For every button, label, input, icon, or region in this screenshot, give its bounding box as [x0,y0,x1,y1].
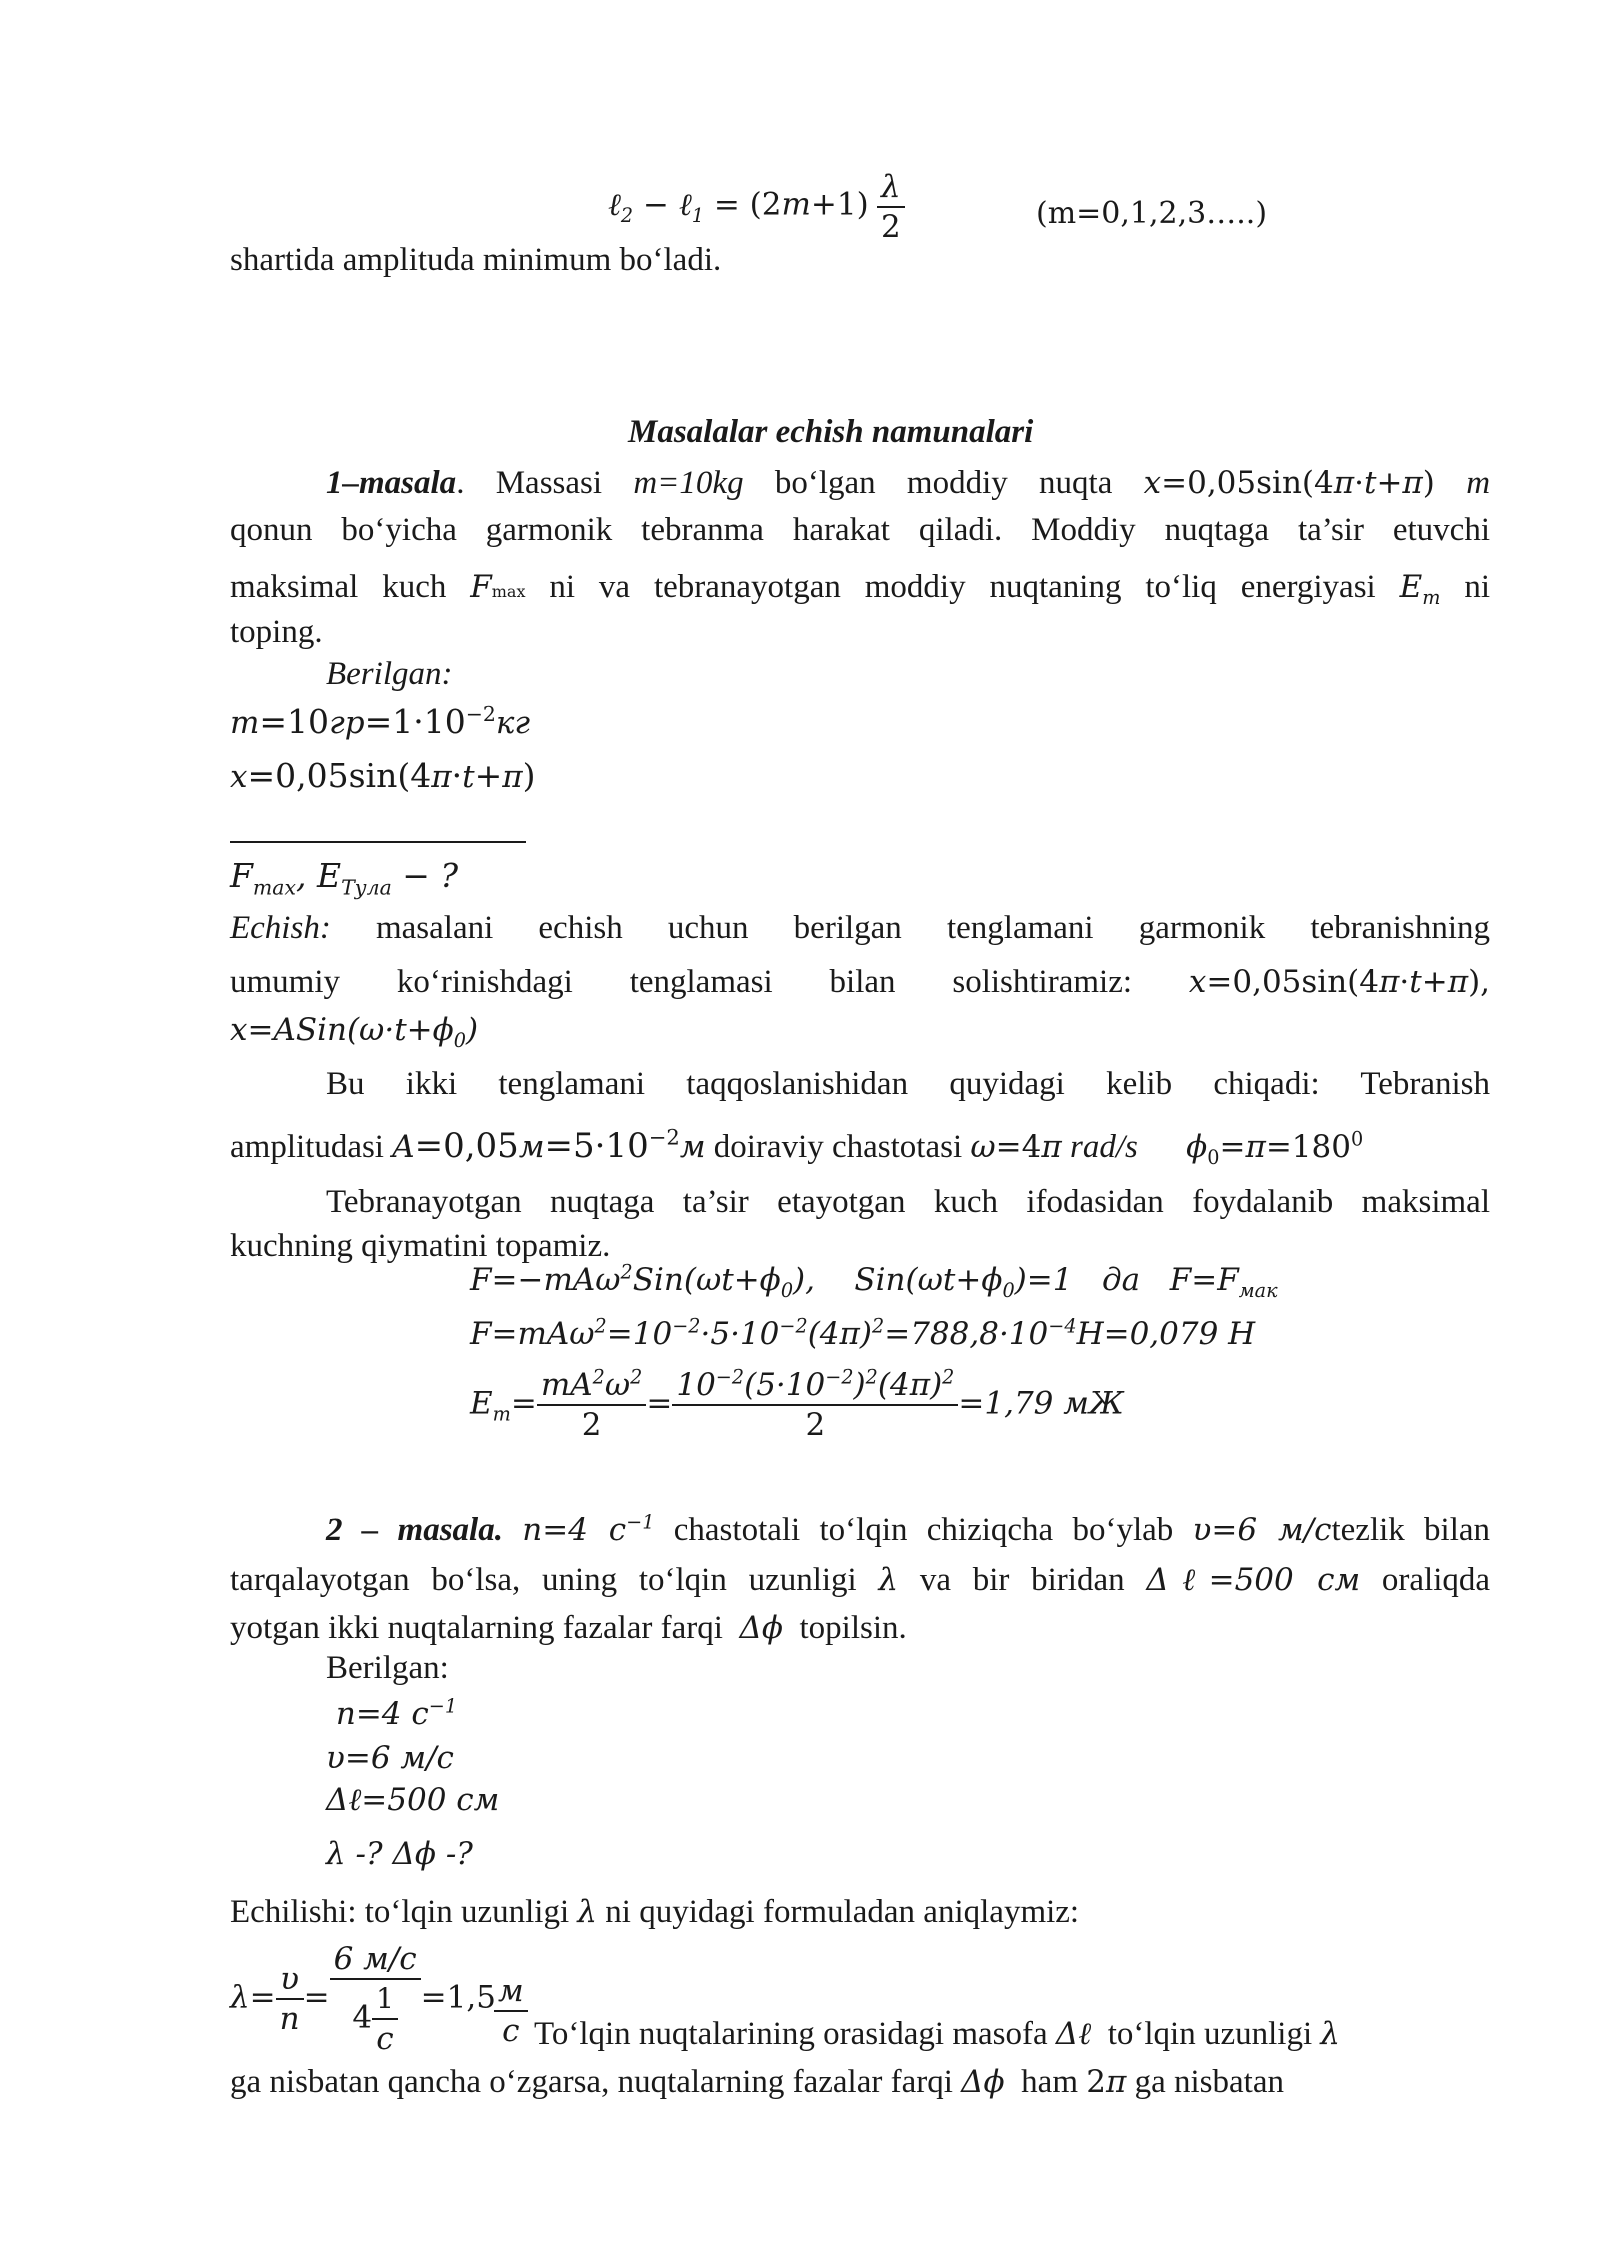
problem1-equation: x=0,05sin(4π·t+π) [1143,465,1435,501]
problem1-line3: maksimal kuch Fmax ni va tebranayotgan moddiy nuqtaning to‘liq energiyasi $E_m$ ni [230,569,1491,610]
problem1-given-label: Berilgan: [326,656,453,692]
problem2-find: λ -? Δϕ -? [326,1836,473,1872]
problem1-line2: qonun bo‘yicha garmonik tebranma harakat qiladi. Moddiy nuqtaga ta’sir etuvchi [230,512,1490,548]
section-title: Masalalar echish namunalari [628,414,1034,450]
problem2-given-frequency: n=4 $c^{-1}$ [326,1694,458,1732]
problem2-given-label: Berilgan: [326,1650,449,1686]
problem1-solution-line7: kuchning qiymatini topamiz. [230,1228,611,1264]
min-condition-equation: ℓ$_2$ − ℓ$_1$ = (2m+1) $\frac{\lambda}{2}$ [608,168,905,246]
force-equation: $F=-mA\omega^2Sin(\omega t+\phi_0)$, $Sin(\omega t+\phi_0)=1$ да $F=F_{мак}$ [470,1260,1278,1303]
given-divider [230,841,526,843]
problem1-find: $F_{max}$, $E_{Тула}$ − ? [230,856,459,900]
problem2-line1: 2 – masala. n=4 $c^{-1}$ chastotali to‘lqin chiziqcha bo‘ylab υ=6 м/сtezlik bilan [326,1510,1491,1548]
problem1-label: 1–masala [326,465,457,501]
problem2-given-speed: υ=6 м/с [326,1740,454,1776]
problem1-line4: toping. [230,614,323,650]
min-condition-range: (m=0,1,2,3…..) [1036,196,1268,231]
lambda-over-two-fraction: $\frac{\lambda}{2}$ [877,168,905,246]
problem1-solution-line5: amplitudasi $A=0,05м=5\cdot 10^{-2}м$ doiraviy chastotasi ω=4π rad/s $\phi_0=\pi=180^0$ [230,1124,1364,1170]
energy-equation: $E_m=$ $\frac{mA^2\omega^2}{2}$ = $\frac{10^{-2}(5\cdot 10^{-2})^2(4\pi)^2}{2}$ =1,79 мЖ [470,1365,1124,1443]
problem2-line2: tarqalayotgan bo‘lsa, uning to‘lqin uzunligi λ va bir biridan Δℓ=500 см oraliqda [230,1562,1491,1598]
problem2-line4: To‘lqin nuqtalarining orasidagi masofa Δℓ to‘lqin uzunligi λ [534,2016,1341,2052]
problem1-solution-line1: Echish: masalani echish uchun berilgan tenglamani garmonik tebranishning [230,910,1490,946]
problem1-mass: m=10kg [633,465,744,501]
problem1-solution-line6: Tebranayotgan nuqtaga ta’sir etayotgan kuch ifodasidan foydalanib maksimal [326,1184,1490,1220]
force-value-equation: $F=mA\omega^2=10^{-2}\cdot 5\cdot 10^{-2}(4\pi)^2=788,8\cdot 10^{-4}H=0,079$ H [470,1314,1256,1352]
problem1-given-mass: $m=10гр=1\cdot 10^{-2}кг$ [230,702,531,741]
problem1-given-equation: x=0,05sin(4π·t+π) [230,756,536,795]
problem1-solution-line2: umumiy ko‘rinishdagi tenglamasi bilan solishtiramiz: x=0,05sin(4π·t+π), [230,964,1491,1000]
wavelength-unit: $\frac{м}{c}$ [494,1972,528,2050]
problem2-line3: yotgan ikki nuqtalarning fazalar farqi Δϕ topilsin. [230,1610,907,1646]
wavelength-equation: λ= $\frac{\upsilon}{n}$ = 6 м/с 4 $\frac{1}{c}$ =1,5 [230,1941,496,2057]
problem2-solution-line1: Echilishi: to‘lqin uzunligi λ ni quyidagi formuladan aniqlaymiz: [230,1894,1080,1930]
problem1-solution-line4: Bu ikki tenglamani taqqoslanishidan quyidagi kelib chiqadi: Tebranish [326,1066,1490,1102]
problem2-given-distance: Δℓ=500 см [326,1782,500,1818]
min-condition-text: shartida amplituda minimum bo‘ladi. [230,242,722,278]
problem1-general-equation: $x=ASin(\omega\cdot t+\phi_0)$ [230,1012,479,1053]
problem2-line5: ga nisbatan qancha o‘zgarsa, nuqtalarning fazalar farqi Δϕ ham 2π ga nisbatan [230,2064,1284,2100]
problem2-label: 2 – masala. [326,1512,503,1548]
problem1-line1: 1–masala. Massasi m=10kg bo‘lgan moddiy nuqta x=0,05sin(4π·t+π) m [326,465,1491,501]
